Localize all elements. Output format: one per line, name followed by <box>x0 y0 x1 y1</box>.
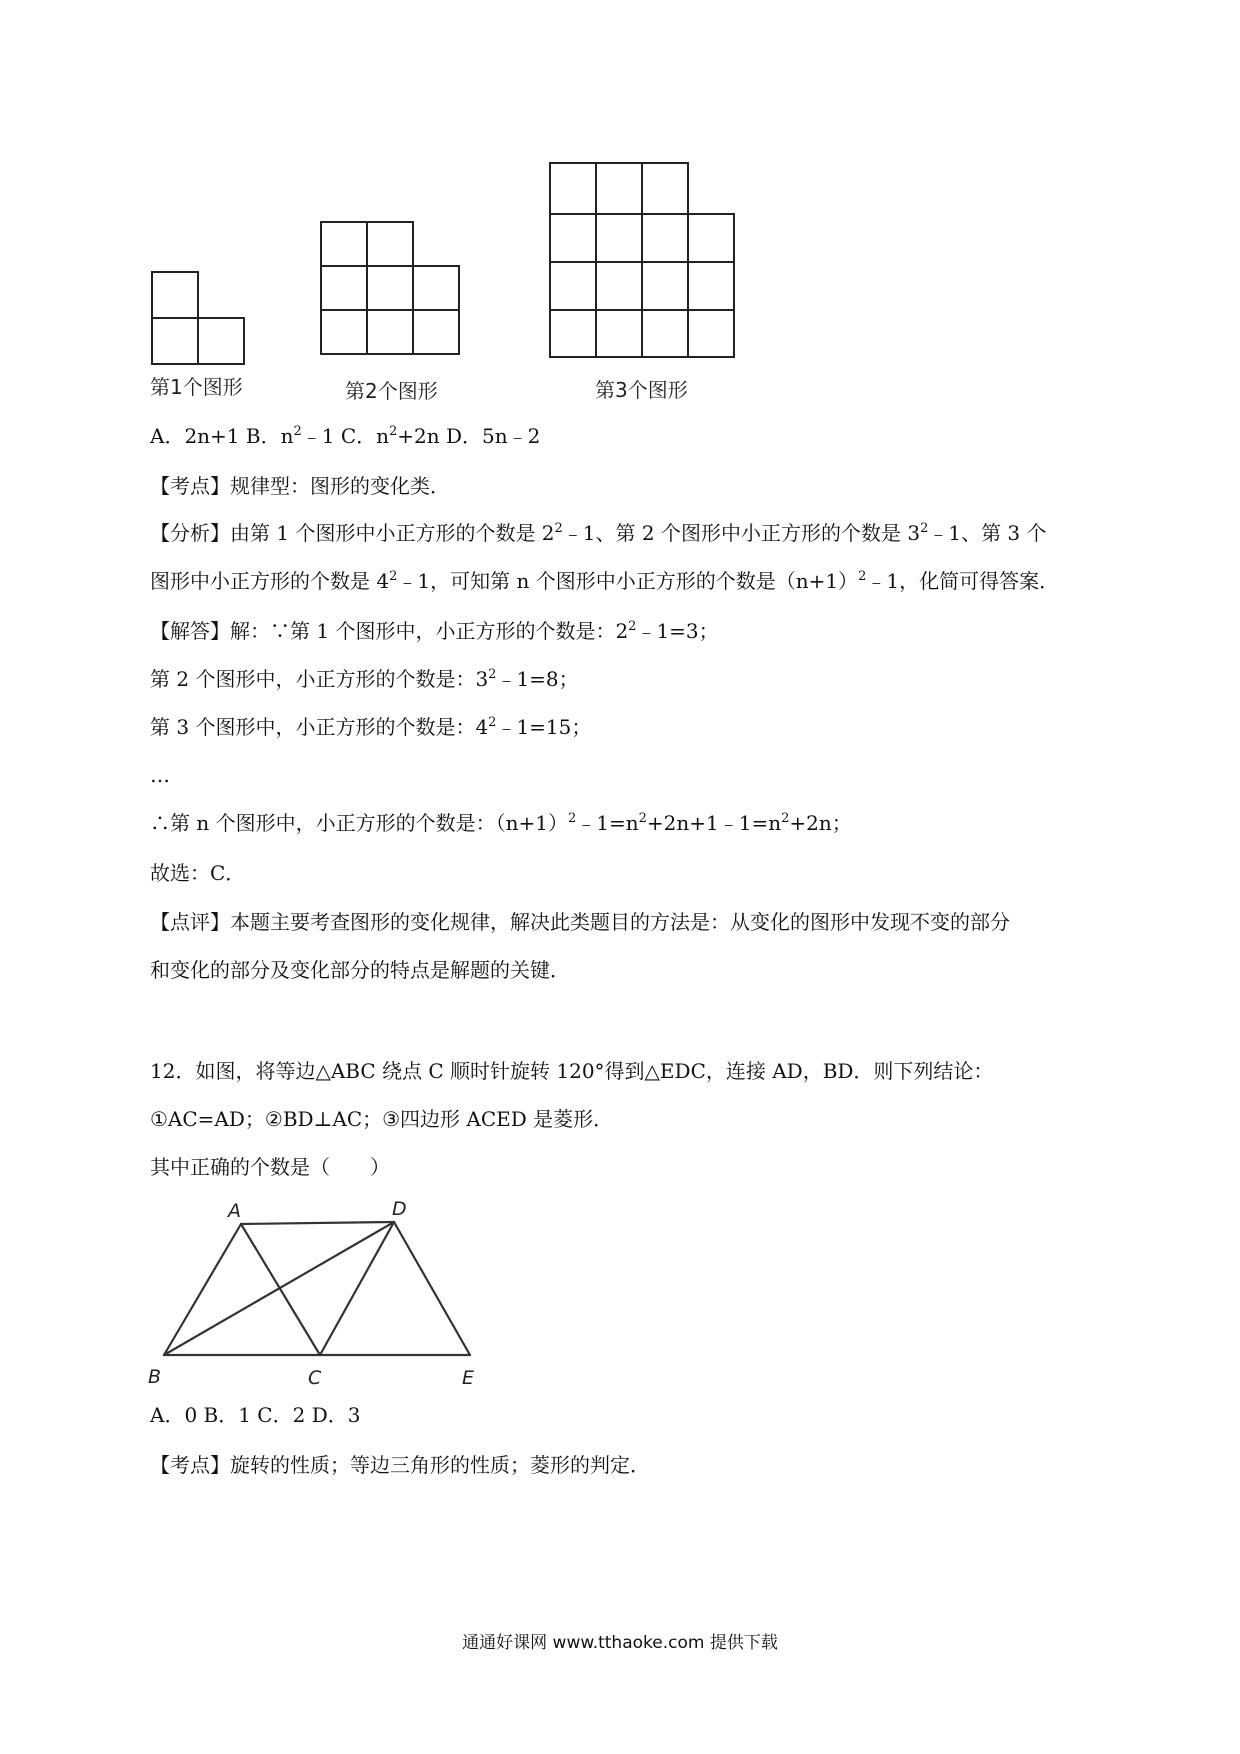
q11-jieda-line5: ∴第 n 个图形中，小正方形的个数是：$(n+1)^2﹣1=n^2+2n+1﹣1=n^2+2n$； <box>150 811 852 835</box>
point-a-label: A <box>228 1200 241 1222</box>
q11-ellipsis: … <box>150 763 170 787</box>
figure-1 <box>152 272 244 364</box>
q11-fenxi-line1: 【分析】由第 1 个图形中小正方形的个数是 $2^2﹣1$、第 2 个图形中小正方形的个数是 $3^2﹣1$、第 3 个 <box>150 521 1047 545</box>
q12-stem-line2: ①AC=AD；②BD⊥AC；③四边形 ACED 是菱形． <box>150 1107 614 1131</box>
q12-kaodian: 【考点】旋转的性质；等边三角形的性质；菱形的判定． <box>150 1453 650 1477</box>
point-c-label: C <box>308 1367 322 1389</box>
q11-dianping-line1: 【点评】本题主要考查图形的变化规律，解决此类题目的方法是：从变化的图形中发现不变的部分 <box>150 910 1010 934</box>
q11-fenxi-line2: 图形中小正方形的个数是 $4^2﹣1$，可知第 n 个图形中小正方形的个数是$(n+1)^2﹣1$，化简可得答案． <box>150 569 1060 593</box>
q12-options: A．0 B．1 C．2 D．3 <box>150 1403 361 1427</box>
q11-jieda-line2: 第 2 个图形中，小正方形的个数是：$3^2﹣1=8$； <box>150 667 579 691</box>
figure-3-label: 第3个图形 <box>595 378 688 402</box>
figure-2-label: 第2个图形 <box>345 379 438 403</box>
q11-dianping-line2: 和变化的部分及变化部分的特点是解题的关键． <box>150 958 570 982</box>
figure-1-label: 第1个图形 <box>150 375 243 399</box>
segment-ad <box>241 1222 394 1224</box>
square-pattern-figures <box>0 0 1240 420</box>
q12-stem-line1: 12．如图，将等边△ABC 绕点 C 顺时针旋转 120°得到△EDC，连接 AD，BD．则下列结论： <box>150 1059 994 1083</box>
segment-ab <box>164 1224 241 1355</box>
segment-bd <box>164 1222 394 1355</box>
page-footer: 通通好课网 www.tthaoke.com 提供下载 <box>462 1633 778 1653</box>
segment-cd <box>320 1222 394 1355</box>
segment-de <box>394 1222 470 1355</box>
q11-jieda-line3: 第 3 个图形中，小正方形的个数是：$4^2﹣1=15$； <box>150 715 592 739</box>
point-e-label: E <box>462 1367 475 1389</box>
point-b-label: B <box>148 1366 162 1388</box>
segment-ac <box>241 1224 320 1355</box>
point-d-label: D <box>392 1198 407 1220</box>
figure-3 <box>550 163 734 357</box>
q11-jieda-line1: 【解答】解：∵第 1 个图形中，小正方形的个数是：$2^2﹣1=3$； <box>150 619 719 643</box>
q11-kaodian: 【考点】规律型：图形的变化类． <box>150 474 450 498</box>
figure-2 <box>321 222 459 354</box>
q11-answer: 故选：C． <box>150 861 246 885</box>
rotation-diagram <box>140 1195 500 1395</box>
q12-stem-line3: 其中正确的个数是（ ） <box>150 1155 390 1179</box>
q11-options: A．2n+1 B．$n^2﹣1$ C．$n^2+2n$ D．5n﹣2 <box>150 424 541 448</box>
